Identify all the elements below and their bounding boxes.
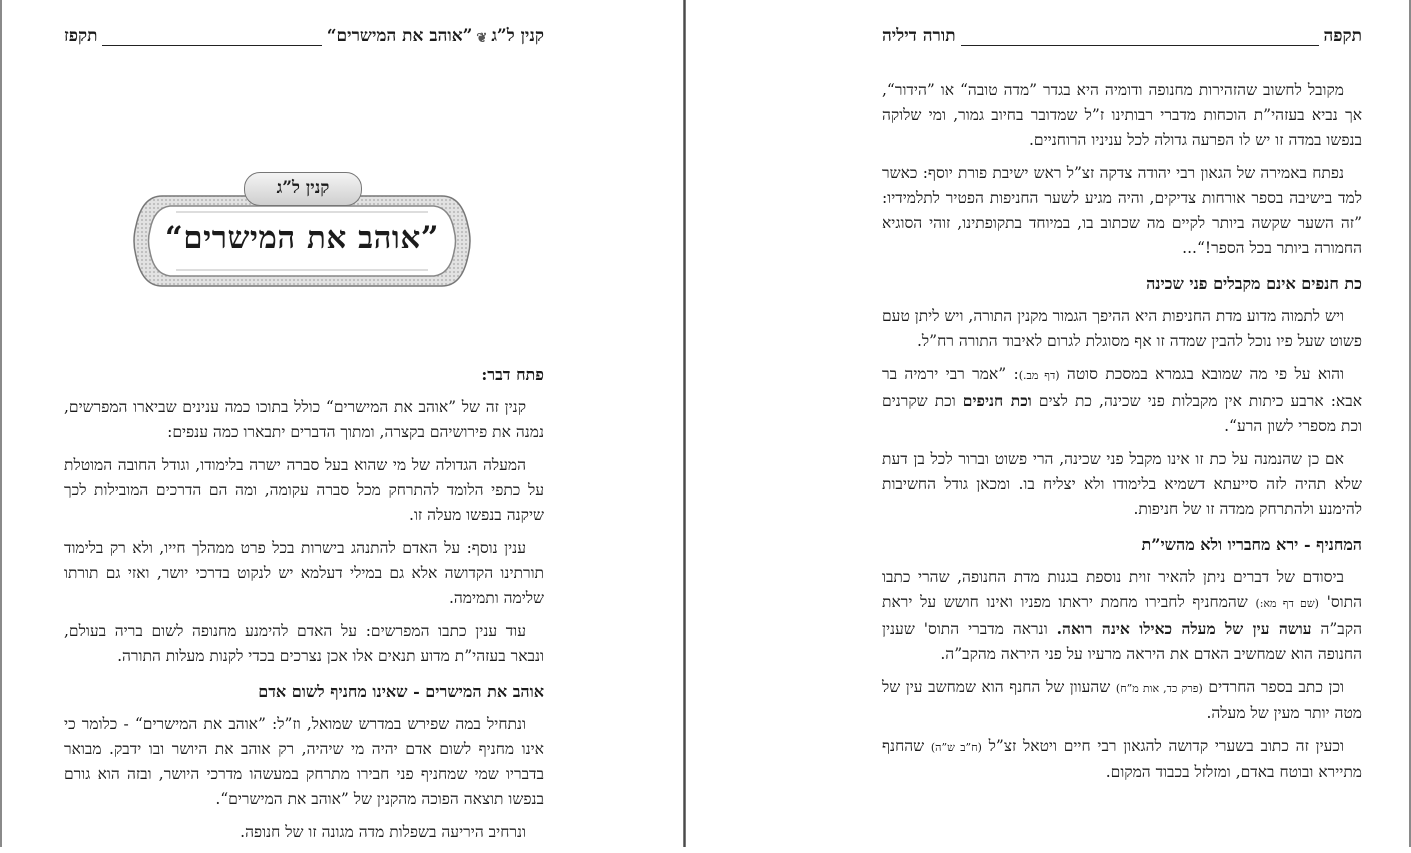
header-title: תורה דיליה (882, 26, 956, 46)
paragraph (882, 675, 1362, 726)
text-run: והוא על פי מה שמובא בגמרא במסכת סוטה (1066, 365, 1344, 383)
paragraph (882, 362, 1362, 439)
chapter-title-ornament (132, 178, 472, 304)
paragraph: מקובל לחשוב שהזהירות מחנופה ודומיה היא בגדר ”מדה טובה“ או ”הידור“, אך נביא בעזהי”ת הוכחות מדברי רבותינו ז”ל שמדובר בחיוב גמור, ומי שלוקה בנפשו במדה זו יש לו הפרעה גדולה לכל עניניו הרוחניים. (882, 81, 1362, 149)
chapter-title: ”אוהב את המישרים“ (164, 220, 440, 256)
section-heading: המחניף - ירא מחבריו ולא מהשי”ת (1141, 535, 1362, 554)
running-header-right (882, 26, 1362, 46)
paragraph: קנין זה של ”אוהב את המישרים“ כולל בתוכו כמה ענינים שביארו המפרשים, נמנה את פירושיהם בקצרה, ומתוך הדברים יתבארו כמה ענפים: (64, 398, 544, 441)
header-rule (102, 35, 321, 46)
page-number: תקפז (64, 26, 98, 46)
header-rule (961, 35, 1319, 46)
text-run: וכת שקרנים וכת מספרי לשון הרע“. (882, 392, 1362, 435)
running-header-left (64, 26, 544, 46)
left-page (0, 0, 683, 847)
page-number: תקפה (1323, 26, 1362, 46)
left-body-text (64, 352, 544, 853)
leaf-ornament-icon: ❦ (476, 31, 488, 46)
paragraph: ונרחיב היריעה בשפלות מדה מגונה זו של חנופה. (240, 823, 526, 841)
source-reference: (ח”ב ש”ה) (930, 741, 982, 754)
paragraph: ויש לתמוה מדוע מדת החניפות היא ההיפך הגמור מקנין התורה, ויש ליתן טעם פשוט שעל פיו נוכל להבין שמדה זו אף מסוגלת לגרום לאיבוד התורה רח”ל. (882, 307, 1362, 350)
paragraph: נפתח באמירה של הגאון רבי יהודה צדקה זצ”ל ראש ישיבת פורת יוסף: כאשר למד בישיבה בספר אורחות צדיקים, והיה מגיע לשער החניפות הפטיר לתלמידיו: ”זה השער שקשה ביותר לקיים מה שכתוב בו, במיוחד בתקופתינו, זוהי הסוגיא החמורה ביותר בכל הספר!“... (882, 164, 1362, 257)
section-heading: אוהב את המישרים - שאינו מחניף לשום אדם (258, 682, 544, 701)
section-heading: כת חנפים אינם מקבלים פני שכינה (1146, 274, 1362, 293)
text-run: שהעוון של החנף הוא שמחשב עין של מטה יותר מעין של מעלה. (882, 678, 1362, 722)
page-edge (0, 0, 2, 847)
paragraph (882, 565, 1362, 667)
text-run: שהמחניף לחבירו מחמת יראתו מפניו ואינו חושש על יראת הקב”ה (882, 593, 1362, 638)
text-run: ביסודם של דברים ניתן להאיר זוית נוספת בגנות מדת החנופה, שהרי כתבו התוס' (882, 568, 1363, 611)
paragraph: ונתחיל במה שפירש במדרש שמואל, וז”ל: ”אוהב את המישרים“ - כלומר כי אינו מחניף לשום אדם יהיה מי שיהיה, רק אוהב את היושר ובו ידבק. מבואר בדבריו שמי שמחניף פני חבירו מתרחק במעשהו מדרכי היושר, ובזה הוא גורם בנפשו תוצאה הפוכה מהקנין של ”אוהב את המישרים“. (64, 715, 544, 808)
paragraph: אם כן שהנמנה על כת זו אינו מקבל פני שכינה, הרי פשוט וברור לכל בן דעת שלא תהיה לזה סייעתא דשמיא בלימודו ולא יצליח בו. ומכאן גודל החשיבות להימנע ולהתרחק ממדה זו של חניפות. (882, 450, 1362, 518)
chapter-number-tab: קנין ל”ג (244, 172, 362, 206)
intro-heading: פתח דבר: (481, 365, 544, 384)
source-reference: (שם דף מא:) (1255, 597, 1319, 610)
paragraph: ענין נוסף: על האדם להתנהג בישרות בכל פרט ממהלך חייו, ולא רק בלימוד תורתינו הקדושה אלא גם במילי דעלמא יש לנקוט בדרכי יושר, ואזי גם תורתו שלימה ותמימה. (64, 539, 544, 607)
text-run: : ”אמר רבי ירמיה בר אבא: ארבע כיתות אין מקבלות פני שכינה, כת לצים (882, 365, 1362, 410)
paragraph: המעלה הגדולה של מי שהוא בעל סברה ישרה בלימודו, וגודל החובה המוטלת על כתפי הלומד להתרחק מכל סברה עקומה, ומה הם הדרכים המובילות לכך שיקנה בנפשו מעלה זו. (64, 456, 544, 524)
emphasis: עושה עין של מעלה כאילו אינה רואה. (1056, 619, 1312, 638)
source-reference: (פרק כד, אות מ”ח) (1115, 682, 1203, 695)
source-reference: (דף מב.) (1018, 369, 1060, 382)
right-body-text (882, 78, 1362, 793)
paragraph (882, 734, 1362, 785)
text-run: וכן כתב בספר החרדים (1208, 678, 1344, 696)
text-run: שהחנף מתיירא ובוטח באדם, ומזלזל בכבוד המקום. (882, 737, 1362, 781)
header-section: קנין ל”ג (491, 26, 544, 46)
paragraph: עוד ענין כתבו המפרשים: על האדם להימנע מחנופה לשום בריה בעולם, ונבאר בעזהי”ת מדוע תנאים אלו אכן נצרכים בכדי לקנות מעלות התורה. (64, 622, 544, 665)
text-run: ונראה מדברי התוס' שענין החנופה הוא שמחשיב האדם את היראה מרעיו על פני היראה מהקב”ה. (882, 620, 1362, 663)
emphasis: וכת חניפים (962, 391, 1032, 410)
right-page (686, 0, 1411, 847)
text-run: וכעין זה כתוב בשערי קדושה להגאון רבי חיים ויטאל זצ”ל (988, 737, 1344, 755)
header-title: ”אוהב את המישרים“ (326, 26, 473, 46)
